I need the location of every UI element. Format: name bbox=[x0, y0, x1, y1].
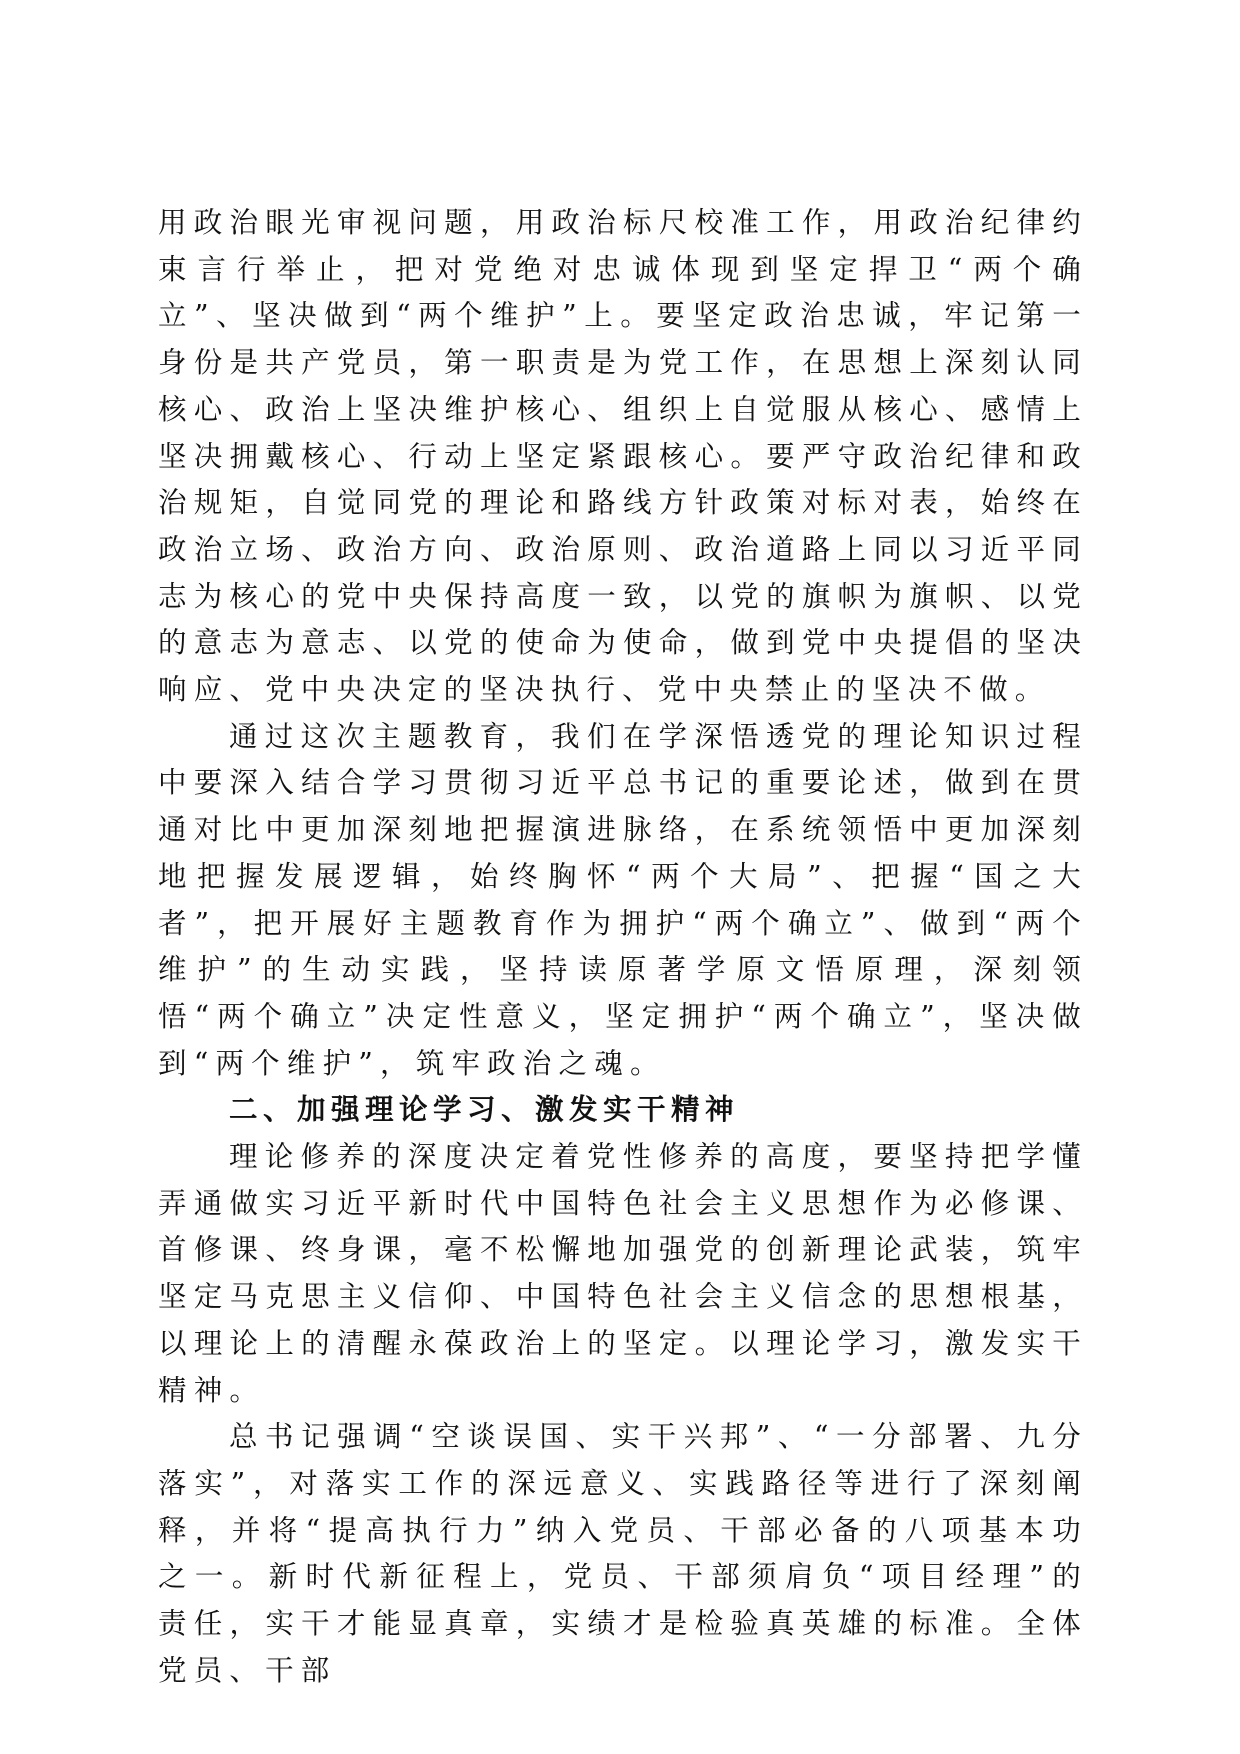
paragraph-continued: 用政治眼光审视问题，用政治标尺校准工作，用政治纪律约束言行举止，把对党绝对忠诚体现到坚定捍卫“两个确立”、坚决做到“两个维护”上。要坚定政治忠诚，牢记第一身份是共产党员，第一职责是为党工作，在思想上深刻认同核心、政治上坚决维护核心、组织上自觉服从核心、感情上坚决拥戴核心、行动上坚定紧跟核心。要严守政治纪律和政治规矩，自觉同党的理论和路线方针政策对标对表，始终在政治立场、政治方向、政治原则、政治道路上同以习近平同志为核心的党中央保持高度一致，以党的旗帜为旗帜、以党的意志为意志、以党的使命为使命，做到党中央提倡的坚决响应、党中央决定的坚决执行、党中央禁止的坚决不做。 bbox=[158, 206, 1088, 707]
paragraph-practical-work: 总书记强调“空谈误国、实干兴邦”、“一分部署、九分落实”，对落实工作的深远意义、实践路径等进行了深刻阐释，并将“提高执行力”纳入党员、干部必备的八项基本功之一。新时代新征程上，党员、干部须肩负“项目经理”的责任，实干才能显真章，实绩才是检验真英雄的标准。全体党员、干部 bbox=[158, 1420, 1088, 1687]
paragraph-theory-study: 理论修养的深度决定着党性修养的高度，要坚持把学懂弄通做实习近平新时代中国特色社会主义思想作为必修课、首修课、终身课，毫不松懈地加强党的创新理论武装，筑牢坚定马克思主义信仰、中国特色社会主义信念的思想根基，以理论上的清醒永葆政治上的坚定。以理论学习，激发实干精神。 bbox=[158, 1140, 1088, 1407]
paragraph-theme-education: 通过这次主题教育，我们在学深悟透党的理论知识过程中要深入结合学习贯彻习近平总书记的重要论述，做到在贯通对比中更加深刻地把握演进脉络，在系统领悟中更加深刻地把握发展逻辑，始终胸怀“两个大局”、把握“国之大者”，把开展好主题教育作为拥护“两个确立”、做到“两个维护”的生动实践，坚持读原著学原文悟原理，深刻领悟“两个确立”决定性意义，坚定拥护“两个确立”，坚决做到“两个维护”，筑牢政治之魂。 bbox=[158, 719, 1088, 1080]
document-body bbox=[158, 200, 1088, 1695]
section-heading: 二、加强理论学习、激发实干精神 bbox=[229, 1093, 740, 1127]
